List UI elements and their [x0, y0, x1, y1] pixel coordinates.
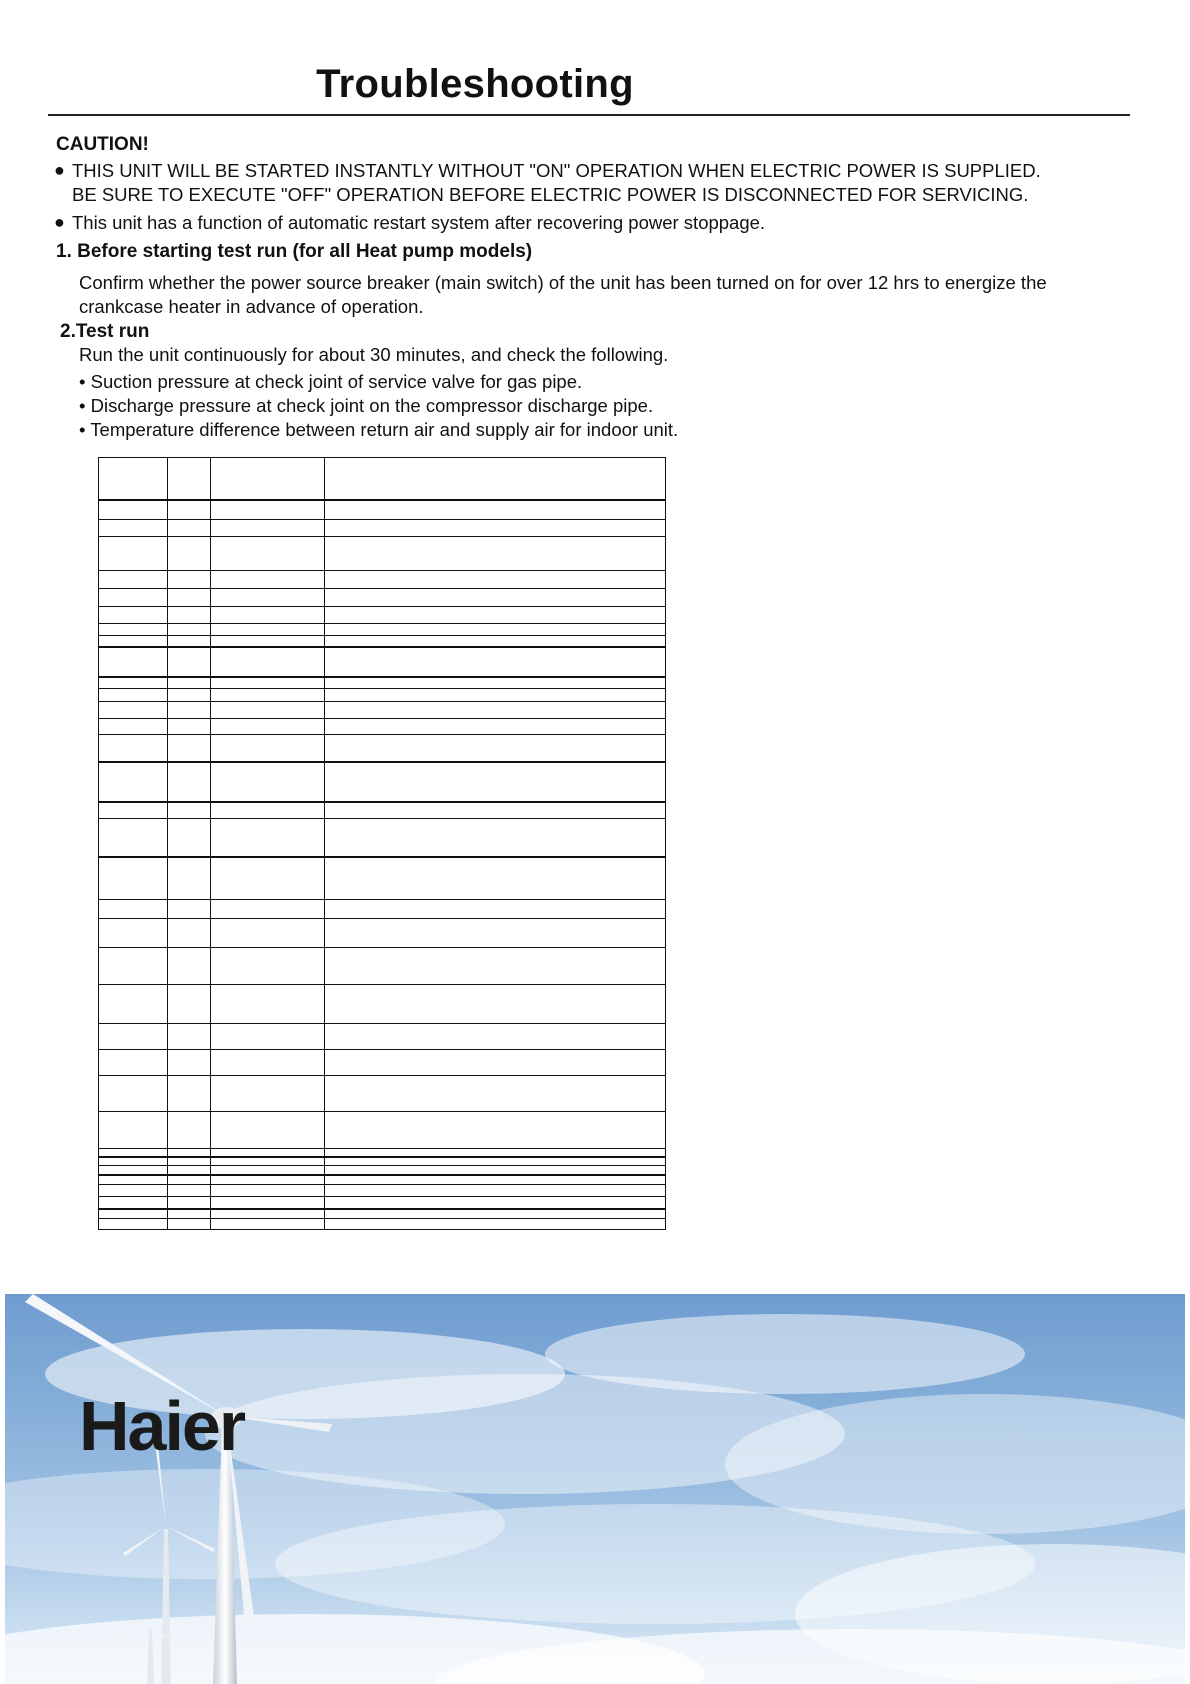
- grid-row-line: [98, 536, 666, 537]
- section2-heading: 2.Test run: [60, 321, 150, 342]
- grid-row-line: [98, 1111, 666, 1112]
- grid-row-line: [98, 623, 666, 624]
- grid-row-line: [98, 1075, 666, 1076]
- title-rule: [48, 114, 1130, 116]
- grid-row-line: [98, 1165, 666, 1166]
- grid-row-line: [98, 1023, 666, 1024]
- caution-text-1a: THIS UNIT WILL BE STARTED INSTANTLY WITHOUT "ON" OPERATION WHEN ELECTRIC POWER IS SUPPLIED.: [72, 160, 1041, 181]
- grid-row-line: [98, 734, 666, 735]
- grid-row-line: [98, 918, 666, 919]
- check-item: • Suction pressure at check joint of service valve for gas pipe.: [79, 371, 583, 392]
- brand-logo: Haier: [79, 1387, 245, 1465]
- grid-row-line: [98, 801, 666, 803]
- caution-bullet-2: ●: [54, 212, 65, 232]
- grid-column-line: [210, 457, 211, 1230]
- grid-row-line: [98, 984, 666, 985]
- grid-column-line: [665, 457, 666, 1230]
- section2-intro: Run the unit continuously for about 30 minutes, and check the following.: [79, 344, 669, 365]
- footer-sky-image: [5, 1294, 1185, 1684]
- caution-text-2: This unit has a function of automatic restart system after recovering power stoppage.: [72, 212, 766, 233]
- check-item: • Discharge pressure at check joint on the compressor discharge pipe.: [79, 395, 654, 416]
- grid-row-line: [98, 499, 666, 501]
- caution-text-1b: BE SURE TO EXECUTE "OFF" OPERATION BEFORE ELECTRIC POWER IS DISCONNECTED FOR SERVICING.: [72, 184, 1029, 205]
- grid-column-line: [324, 457, 325, 1230]
- grid-row-line: [98, 701, 666, 702]
- section1-heading: 1. Before starting test run (for all Heat pump models): [56, 241, 533, 262]
- section1-text-2: crankcase heater in advance of operation.: [79, 296, 424, 317]
- check-item-text: Suction pressure at check joint of service valve for gas pipe.: [90, 371, 583, 392]
- grid-row-line: [98, 1218, 666, 1219]
- grid-row-line: [98, 761, 666, 763]
- grid-row-line: [98, 1196, 666, 1197]
- grid-row-line: [98, 818, 666, 819]
- page-title: Troubleshooting: [316, 62, 634, 106]
- section1-text-1: Confirm whether the power source breaker (main switch) of the unit has been turned on for over 12 hrs to energize the: [79, 272, 1047, 293]
- grid-row-line: [98, 718, 666, 719]
- grid-row-line: [98, 570, 666, 571]
- grid-row-line: [98, 457, 666, 458]
- grid-row-line: [98, 1208, 666, 1210]
- grid-row-line: [98, 1184, 666, 1185]
- grid-row-line: [98, 1156, 666, 1158]
- wind-turbine-illustration: [5, 1294, 1185, 1684]
- grid-row-line: [98, 1229, 666, 1230]
- grid-row-line: [98, 688, 666, 689]
- grid-row-line: [98, 1148, 666, 1149]
- caution-label: CAUTION!: [56, 134, 149, 155]
- grid-column-line: [167, 457, 168, 1230]
- grid-row-line: [98, 856, 666, 858]
- grid-row-line: [98, 635, 666, 636]
- grid-row-line: [98, 1174, 666, 1176]
- grid-row-line: [98, 606, 666, 607]
- caution-bullet-1: ●: [54, 160, 65, 180]
- grid-row-line: [98, 947, 666, 948]
- grid-row-line: [98, 588, 666, 589]
- check-table-grid: [98, 457, 666, 1230]
- check-item-text: Discharge pressure at check joint on the compressor discharge pipe.: [90, 395, 654, 416]
- grid-row-line: [98, 646, 666, 648]
- grid-row-line: [98, 1049, 666, 1050]
- grid-column-line: [98, 457, 99, 1230]
- grid-row-line: [98, 899, 666, 900]
- check-item: • Temperature difference between return air and supply air for indoor unit.: [79, 419, 679, 440]
- grid-row-line: [98, 519, 666, 520]
- grid-row-line: [98, 676, 666, 678]
- check-item-text: Temperature difference between return air and supply air for indoor unit.: [90, 419, 679, 440]
